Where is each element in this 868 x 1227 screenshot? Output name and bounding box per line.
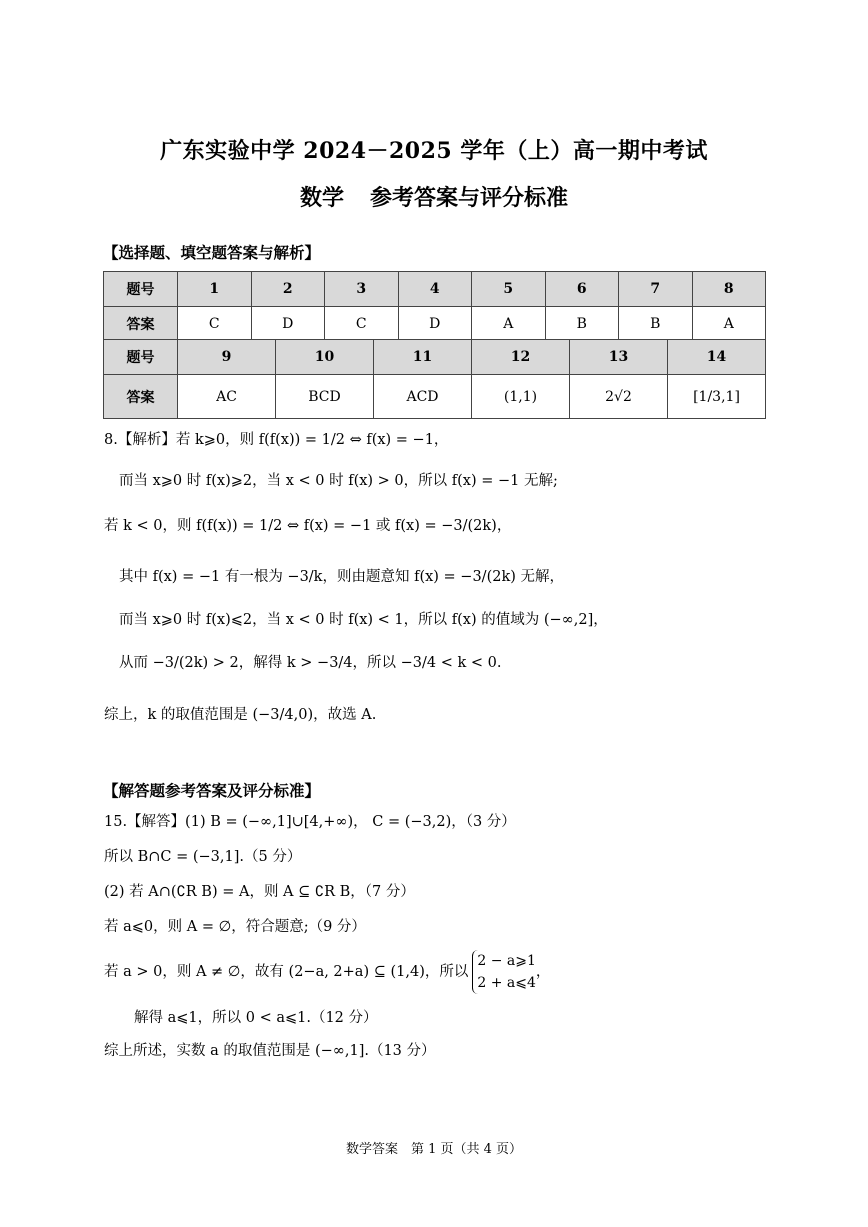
table-cell: B xyxy=(545,307,619,341)
q8-line-4: 其中 f(x) = −1 有一根为 −3/k，则由题意知 f(x) = −3/(2k) 无解， xyxy=(119,569,565,585)
q8-line-1: 8.【解析】若 k⩾0，则 f(f(x)) = 1/2 ⇔ f(x) = −1， xyxy=(104,432,449,448)
subtitle-subject: 数学 xyxy=(299,185,344,211)
document-subtitle xyxy=(0,181,868,212)
answer-table-2 xyxy=(103,339,766,419)
table-cell: 11 xyxy=(374,340,472,375)
table-cell: A xyxy=(472,307,546,341)
table-header-cell: 答案 xyxy=(104,375,178,419)
q8-line-5: 而当 x⩾0 时 f(x)⩽2，当 x < 0 时 f(x) < 1，所以 f(x) 的值域为 (−∞,2]， xyxy=(119,612,608,628)
document-title: 广东实验中学 2024－2025 学年（上）高一期中考试 xyxy=(160,138,708,164)
table-row xyxy=(104,340,766,375)
table-cell: 7 xyxy=(619,272,693,307)
table-cell: 1 xyxy=(178,272,252,307)
table-header-cell: 题号 xyxy=(104,272,178,307)
table-header-cell: 题号 xyxy=(104,340,178,375)
table-cell: 14 xyxy=(668,340,766,375)
table-row xyxy=(104,375,766,419)
table-cell: 6 xyxy=(545,272,619,307)
table-row xyxy=(104,307,766,341)
section-heading-choice: 【选择题、填空题答案与解析】 xyxy=(103,243,321,262)
table-cell: C xyxy=(178,307,252,341)
q15-line-2: 所以 B∩C = (−3,1].（5 分） xyxy=(104,849,302,865)
section-heading-solutions: 【解答题参考答案及评分标准】 xyxy=(103,781,321,800)
inequality-system xyxy=(472,950,536,994)
table-cell: [1/3,1] xyxy=(668,375,766,419)
table-cell: 3 xyxy=(325,272,399,307)
q15-line-4: 若 a⩽0，则 A = ∅，符合题意;（9 分） xyxy=(104,919,366,935)
table-cell: 12 xyxy=(472,340,570,375)
table-cell: 2√2 xyxy=(570,375,668,419)
table-cell: B xyxy=(619,307,693,341)
q8-line-6: 从而 −3/(2k) > 2，解得 k > −3/4，所以 −3/4 < k < 0. xyxy=(119,655,502,671)
table-header-cell: 答案 xyxy=(104,307,178,341)
table-cell: D xyxy=(398,307,472,341)
table-cell: C xyxy=(325,307,399,341)
q8-line-3: 若 k < 0，则 f(f(x)) = 1/2 ⇔ f(x) = −1 或 f(x) = −3/(2k)， xyxy=(104,518,512,534)
table-row xyxy=(104,272,766,307)
q15-line-3: (2) 若 A∩(∁R B) = A，则 A ⊆ ∁R B，（7 分） xyxy=(104,884,415,900)
q15-line-5-text: 若 a > 0，则 A ≠ ∅，故有 (2−a, 2+a) ⊆ (1,4)，所以 xyxy=(104,963,469,980)
inequality-1: 2 − a⩾1 xyxy=(477,953,536,969)
answer-table-1 xyxy=(103,271,766,341)
inequality-2: 2 + a⩽4 xyxy=(477,975,536,991)
table-cell: 8 xyxy=(692,272,766,307)
q15-line-6: 解得 a⩽1，所以 0 < a⩽1.（12 分） xyxy=(134,1010,378,1026)
table-cell: 4 xyxy=(398,272,472,307)
q15-line-1: 15.【解答】(1) B = (−∞,1]∪[4,+∞)， C = (−3,2)，（3 分） xyxy=(104,814,516,830)
table-cell: 5 xyxy=(472,272,546,307)
subtitle-desc: 参考答案与评分标准 xyxy=(370,185,569,211)
table-cell: 10 xyxy=(276,340,374,375)
table-cell: A xyxy=(692,307,766,341)
table-cell: 2 xyxy=(251,272,325,307)
page-footer: 数学答案 第 1 页（共 4 页） xyxy=(345,1142,523,1157)
table-cell: D xyxy=(251,307,325,341)
table-cell: AC xyxy=(178,375,276,419)
table-cell: 13 xyxy=(570,340,668,375)
q15-line-5 xyxy=(104,950,550,994)
table-cell: BCD xyxy=(276,375,374,419)
q8-line-2: 而当 x⩾0 时 f(x)⩾2，当 x < 0 时 f(x) > 0，所以 f(x) = −1 无解; xyxy=(119,473,558,489)
table-cell: ACD xyxy=(374,375,472,419)
table-cell: 9 xyxy=(178,340,276,375)
q15-line-7: 综上所述，实数 a 的取值范围是 (−∞,1].（13 分） xyxy=(104,1043,436,1059)
q8-line-7: 综上，k 的取值范围是 (−3/4,0)，故选 A. xyxy=(104,707,377,723)
table-cell: (1,1) xyxy=(472,375,570,419)
q15-line-5-end: ， xyxy=(535,963,551,980)
